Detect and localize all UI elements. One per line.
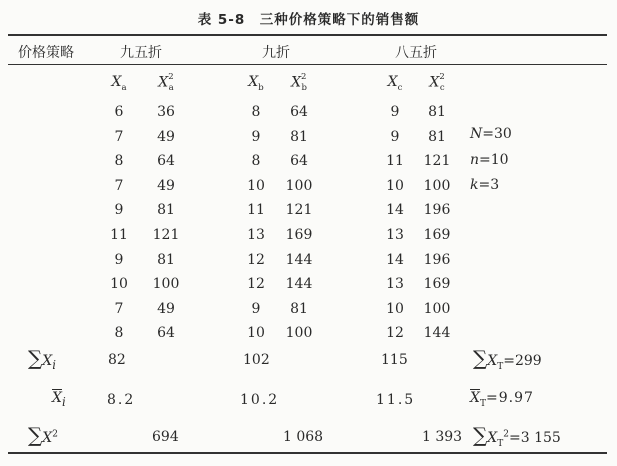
header-price-strategy: 价格策略 (18, 45, 74, 61)
table-cell: 10 (110, 276, 128, 293)
table-cell: 8 (251, 104, 261, 120)
table-cell: 8 (114, 325, 124, 342)
table-cell: 9 (390, 128, 400, 145)
sum-x2-a: 694 (152, 429, 179, 445)
table-cell: 14 (386, 251, 404, 268)
table-cell: 169 (423, 227, 451, 243)
table-cell: 11 (386, 153, 404, 170)
table-cell: 12 (247, 251, 265, 268)
table-cell: 10 (247, 177, 265, 194)
table-cell: 64 (157, 153, 175, 170)
table-cell: 13 (386, 227, 404, 243)
table-cell: 14 (386, 202, 404, 219)
table-title: 表 5-8 三种价格策略下的销售额 (197, 12, 420, 28)
table-cell: 121 (152, 227, 180, 243)
table-cell: 144 (423, 325, 451, 342)
note-n: n=10 (470, 152, 509, 168)
header-rule (8, 64, 607, 65)
table-cell: 10 (386, 300, 404, 317)
table-cell: 121 (285, 202, 313, 219)
table-cell: 8 (114, 153, 124, 170)
top-rule (8, 34, 607, 36)
table-cell: 49 (157, 300, 175, 317)
table-cell: 9 (114, 202, 124, 219)
table-cell: 144 (285, 276, 313, 293)
table-cell: 64 (290, 104, 308, 120)
table-cell: 13 (247, 227, 265, 243)
table-cell: 100 (152, 276, 180, 293)
table-cell: 9 (390, 104, 400, 120)
table-cell: 144 (285, 251, 313, 268)
table-cell: 81 (157, 202, 175, 219)
table-cell: 81 (428, 128, 446, 145)
table-cell: 10 (247, 325, 265, 342)
mean-xi-b: 10.2 (240, 392, 280, 408)
row-label-sum-x2: $\sum X^2$ (28, 423, 58, 447)
table-cell: 64 (157, 325, 175, 342)
subheader-xa: $X_a$ (111, 74, 127, 93)
subheader-xa2: $X^2_a$ (158, 72, 174, 94)
table-cell: 100 (285, 177, 313, 194)
sum-x2-b: 1 068 (283, 429, 324, 445)
mean-xi-a: 8.2 (107, 392, 136, 408)
row-label-sum-xi: $\sum X_i$ (28, 346, 56, 372)
table-cell: 196 (423, 251, 451, 268)
mean-xi-total: $\overline{X}_T=9.97$ (470, 390, 534, 409)
table-cell: 11 (110, 227, 128, 243)
sum-xi-total: $\sum X_T=299$ (473, 346, 542, 372)
table-cell: 196 (423, 202, 451, 219)
note-N: N=30 (470, 126, 512, 142)
table-cell: 7 (114, 300, 124, 317)
subheader-xc: $X_c$ (387, 74, 403, 93)
table-cell: 81 (290, 128, 308, 145)
sum-xi-c: 115 (381, 352, 408, 368)
table-cell: 9 (114, 251, 124, 268)
table-cell: 10 (386, 177, 404, 194)
sum-xi-b: 102 (243, 352, 270, 368)
table-cell: 100 (423, 300, 451, 317)
table-cell: 12 (247, 276, 265, 293)
row-label-mean-xi: $\overline{X}_i$ (52, 390, 66, 409)
table-cell: 9 (251, 128, 261, 145)
header-group-90: 九折 (262, 45, 290, 61)
bottom-rule (8, 452, 607, 454)
table-cell: 11 (247, 202, 265, 219)
table-cell: 81 (428, 104, 446, 120)
table-cell: 8 (251, 153, 261, 170)
table-cell: 64 (290, 153, 308, 170)
table-cell: 100 (423, 177, 451, 194)
table-cell: 7 (114, 177, 124, 194)
note-k: k=3 (470, 177, 500, 193)
table-cell: 100 (285, 325, 313, 342)
header-group-95: 九五折 (120, 45, 162, 61)
table-cell: 81 (157, 251, 175, 268)
table-cell: 36 (157, 104, 175, 120)
table-cell: 9 (251, 300, 261, 317)
mean-xi-c: 11.5 (376, 392, 416, 408)
table-cell: 7 (114, 128, 124, 145)
sum-x2-total: $\sum X_T^2=3$ 155 (473, 423, 561, 449)
table-cell: 49 (157, 128, 175, 145)
subheader-xb2: $X^2_b$ (291, 72, 307, 94)
table-cell: 12 (386, 325, 404, 342)
subheader-xc2: $X^2_c$ (429, 72, 445, 94)
subheader-xb: $X_b$ (248, 74, 264, 93)
table-cell: 121 (423, 153, 451, 170)
table-cell: 49 (157, 177, 175, 194)
table-cell: 169 (423, 276, 451, 293)
sum-xi-a: 82 (108, 352, 126, 368)
sum-x2-c: 1 393 (422, 429, 463, 445)
header-group-85: 八五折 (395, 45, 437, 61)
table-cell: 81 (290, 300, 308, 317)
table-cell: 13 (386, 276, 404, 293)
table-cell: 6 (114, 104, 124, 120)
table-cell: 169 (285, 227, 313, 243)
